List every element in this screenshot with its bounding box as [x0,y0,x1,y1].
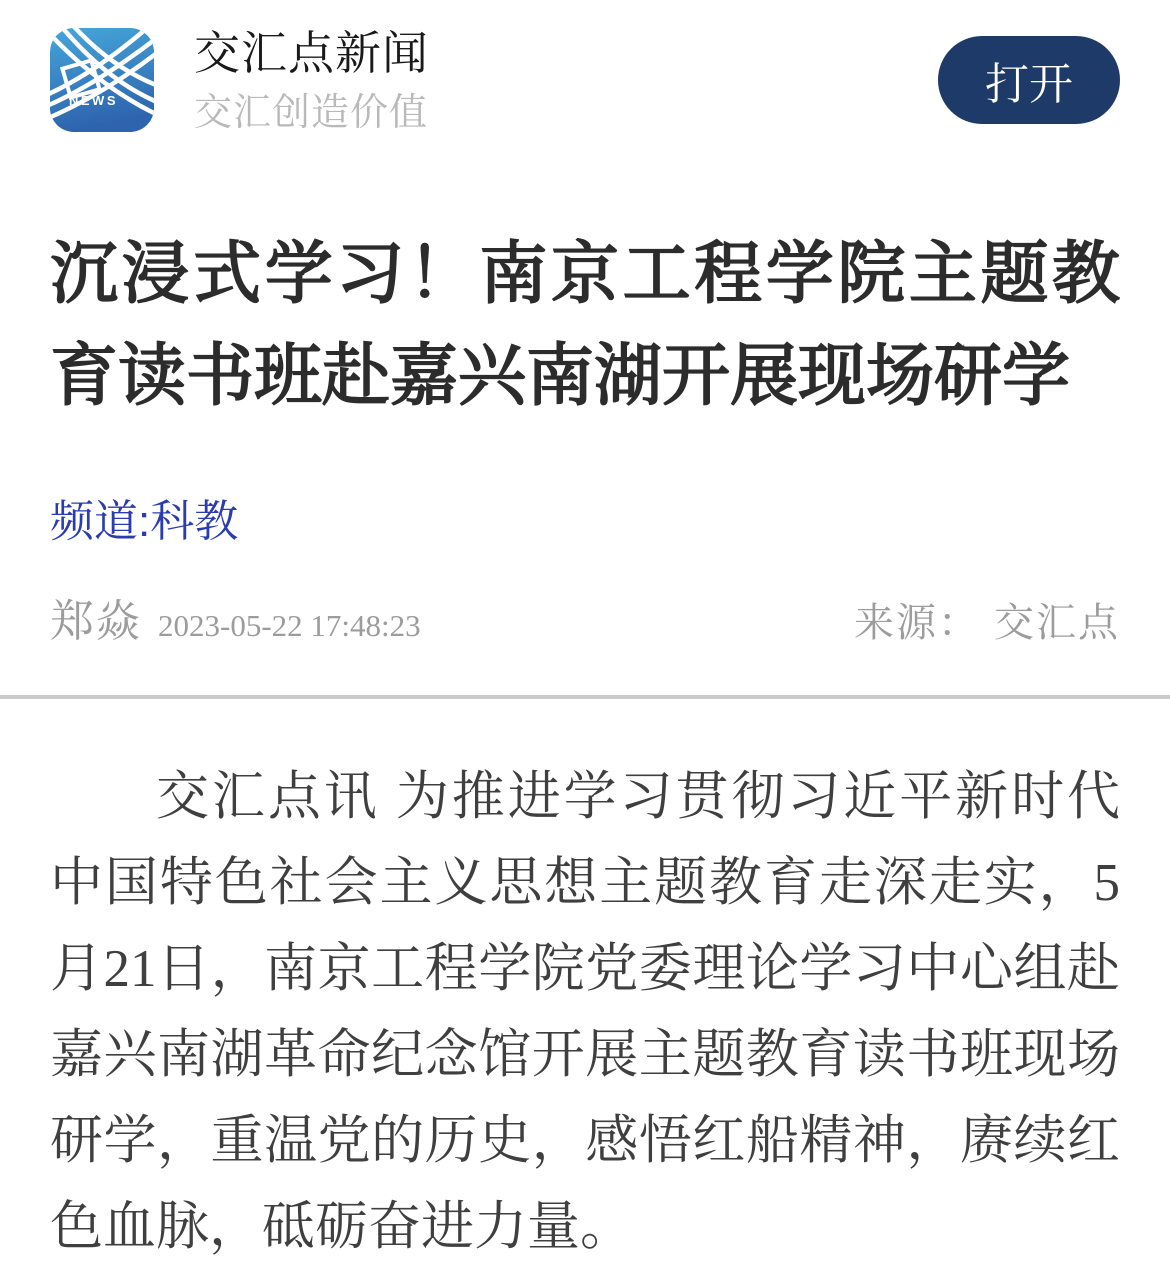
source-name: 交汇点 [994,600,1120,645]
app-banner-text [194,26,938,135]
article-meta-row [50,597,1120,651]
news-icon-label: NEWS [69,93,118,109]
article-body: 交汇点讯 为推进学习贯彻习近平新时代中国特色社会主义思想主题教育走深走实，5月21日，南京工程学院党委理论学习中心组赴嘉兴南湖革命纪念馆开展主题教育读书班现场研学，重温党的历史，感悟红船精神，赓续红色血脉，砥砺奋进力量。 [50,767,1120,1256]
author-name: 郑焱 [50,596,142,646]
source-label: 来源： [854,600,980,645]
app-logo-icon [50,28,154,132]
open-app-button[interactable]: 打开 [938,36,1120,124]
author-block [50,597,421,651]
app-tagline: 交汇创造价值 [194,92,429,135]
article-title: 沉浸式学习！南京工程学院主题教育读书班赴嘉兴南湖开展现场研学 [50,235,1120,414]
divider [0,695,1170,699]
app-name: 交汇点新闻 [194,27,429,79]
app-banner [50,26,1120,135]
publish-datetime: 2023-05-22 17:48:23 [158,607,421,643]
article [50,223,1120,1270]
channel-link[interactable]: 频道:科教 [50,496,239,546]
source-block [854,598,1120,648]
